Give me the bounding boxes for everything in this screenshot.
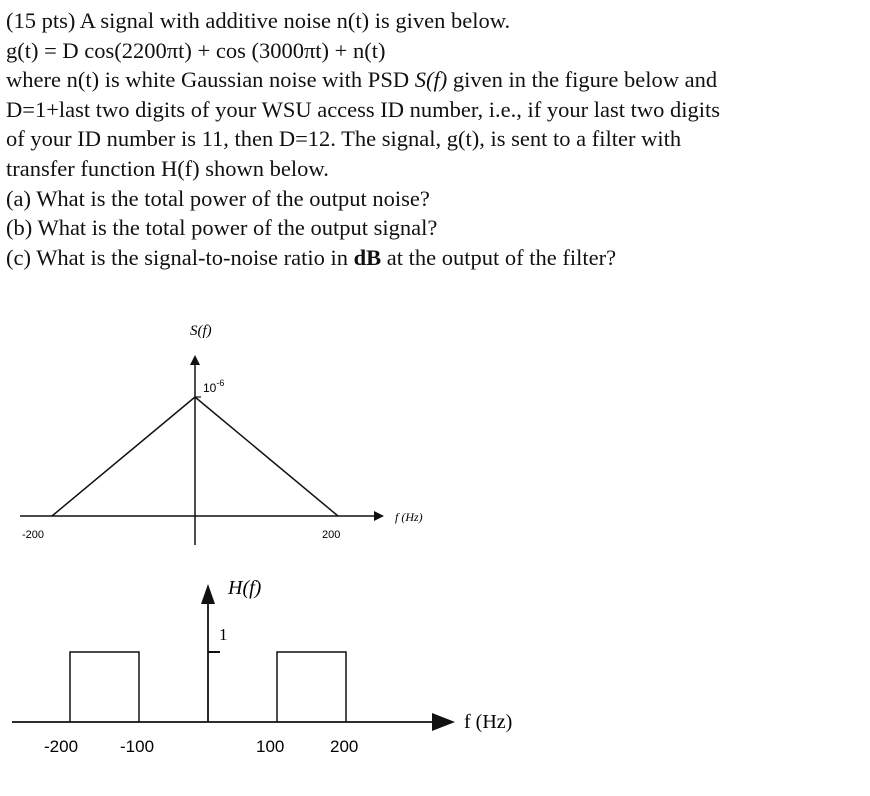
problem-line-3-end: given in the figure below and bbox=[447, 67, 718, 93]
problem-line-2: g(t) = D cos(2200πt) + cos (3000πt) + n(t) bbox=[6, 37, 386, 63]
problem-line-4: D=1+last two digits of your WSU access ID number, i.e., if your last two digits bbox=[6, 96, 720, 122]
filter-x-label: f (Hz) bbox=[464, 711, 513, 733]
psd-peak-label-exp: -6 bbox=[216, 378, 225, 388]
filter-tick-label-neg200: -200 bbox=[44, 737, 79, 756]
filter-passband-negative bbox=[70, 652, 139, 722]
question-a: (a) What is the total power of the output noise? bbox=[6, 185, 430, 211]
filter-y-label: H(f) bbox=[228, 577, 262, 599]
psd-tick-label-200: 200 bbox=[322, 529, 341, 541]
psd-x-label: f (Hz) bbox=[395, 510, 423, 524]
psd-symbol: S(f) bbox=[414, 67, 448, 93]
problem-line-5: of your ID number is 11, then D=12. The signal, g(t), is sent to a filter with bbox=[6, 126, 682, 152]
problem-line-1: (15 pts) A signal with additive noise n(t) is given below. bbox=[6, 8, 511, 33]
psd-chart bbox=[20, 323, 423, 545]
question-c-start: (c) What is the signal-to-noise ratio in bbox=[6, 244, 354, 270]
filter-passband-positive bbox=[277, 652, 346, 722]
question-c-db: dB bbox=[353, 244, 382, 270]
filter-tick-label-200: 200 bbox=[330, 737, 359, 756]
psd-peak-label-base: 10 bbox=[203, 381, 217, 395]
question-c-end: at the output of the filter? bbox=[381, 244, 617, 270]
question-b: (b) What is the total power of the output signal? bbox=[6, 215, 438, 241]
filter-x-axis-arrow bbox=[432, 713, 455, 731]
problem-line-6: transfer function H(f) shown below. bbox=[6, 155, 329, 181]
problem-line-3-start: where n(t) is white Gaussian noise with PSD bbox=[6, 67, 415, 93]
filter-y-axis-arrow bbox=[201, 584, 215, 604]
filter-tick-label-100: 100 bbox=[256, 737, 285, 756]
psd-y-label: S(f) bbox=[190, 323, 212, 339]
filter-chart bbox=[12, 577, 512, 756]
psd-tick-label-neg200: -200 bbox=[22, 529, 45, 541]
filter-gain-label: 1 bbox=[219, 625, 228, 644]
filter-tick-label-neg100: -100 bbox=[120, 737, 155, 756]
psd-peak-label bbox=[203, 378, 224, 395]
